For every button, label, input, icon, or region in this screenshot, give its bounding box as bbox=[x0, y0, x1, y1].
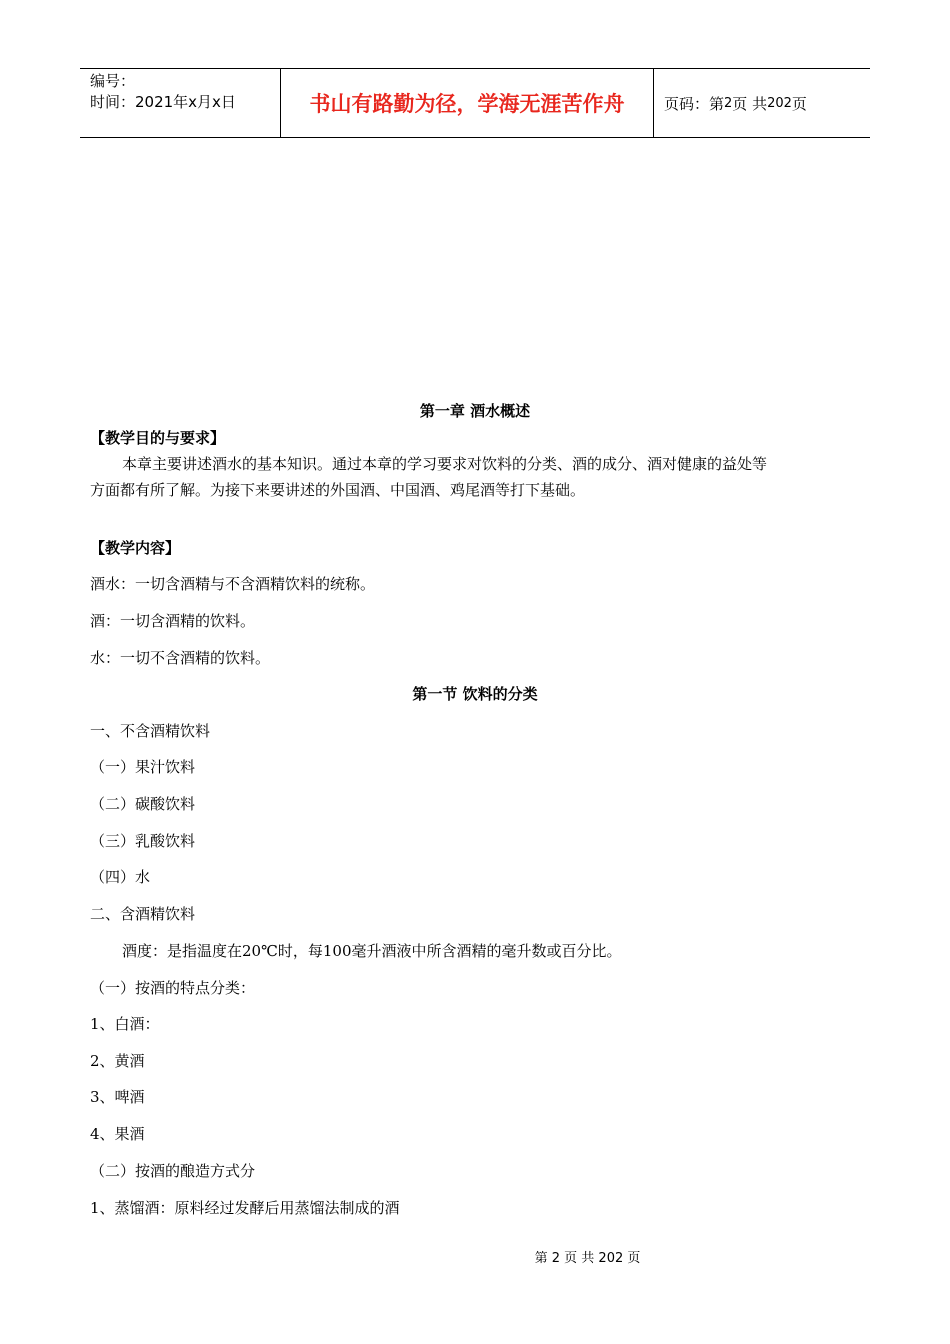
header-motto: 书山有路勤为径，学海无涯苦作舟 bbox=[281, 69, 654, 137]
header-page-info bbox=[654, 69, 870, 137]
objectives-heading: 【教学目的与要求】 bbox=[90, 429, 226, 447]
list-item: 一、不含酒精饮料 bbox=[90, 722, 211, 740]
list-item: 2、黄酒 bbox=[90, 1052, 145, 1070]
list-item: （一）按酒的特点分类： bbox=[90, 979, 256, 997]
list-item: （二）碳酸饮料 bbox=[90, 795, 196, 813]
objectives-line-2: 方面都有所了解。为接下来要讲述的外国酒、中国酒、鸡尾酒等打下基础。 bbox=[90, 481, 586, 499]
content-heading: 【教学内容】 bbox=[90, 539, 181, 557]
section-title: 第一节 饮料的分类 bbox=[412, 685, 538, 703]
list-item: 二、含酒精饮料 bbox=[90, 905, 196, 923]
header-date: 时间：2021年x月x日 bbox=[90, 93, 236, 111]
list-item: （四）水 bbox=[90, 868, 151, 886]
header-page-total: 202 bbox=[767, 95, 792, 111]
definition-alcohol: 酒：一切含酒精的饮料。 bbox=[90, 612, 256, 630]
header-page-suffix: 页 bbox=[791, 94, 807, 113]
list-item: 3、啤酒 bbox=[90, 1088, 145, 1106]
list-item: 1、蒸馏酒：原料经过发酵后用蒸馏法制成的酒 bbox=[90, 1199, 400, 1217]
abv-definition: 酒度：是指温度在20℃时，每100毫升酒液中所含酒精的毫升数或百分比。 bbox=[122, 942, 622, 960]
header-number: 编号： bbox=[90, 72, 136, 90]
definition-water: 水：一切不含酒精的饮料。 bbox=[90, 649, 271, 667]
header-meta-cell bbox=[80, 69, 281, 137]
list-item: （一）果汁饮料 bbox=[90, 758, 196, 776]
objectives-line-1: 本章主要讲述酒水的基本知识。通过本章的学习要求对饮料的分类、酒的成分、酒对健康的益处等 bbox=[122, 455, 768, 473]
list-item: （三）乳酸饮料 bbox=[90, 832, 196, 850]
page-footer: 第 2 页 共 202 页 bbox=[534, 1251, 641, 1266]
header-page-mid: 页 共 bbox=[732, 94, 768, 113]
document-header bbox=[80, 68, 870, 138]
header-page-prefix: 页码：第 bbox=[664, 94, 725, 113]
list-item: 1、白酒： bbox=[90, 1015, 160, 1033]
list-item: 4、果酒 bbox=[90, 1125, 145, 1143]
list-item: （二）按酒的酿造方式分 bbox=[90, 1162, 256, 1180]
chapter-title: 第一章 酒水概述 bbox=[419, 402, 531, 420]
definition-drinks: 酒水：一切含酒精与不含酒精饮料的统称。 bbox=[90, 575, 376, 593]
header-page-current: 2 bbox=[724, 95, 733, 111]
